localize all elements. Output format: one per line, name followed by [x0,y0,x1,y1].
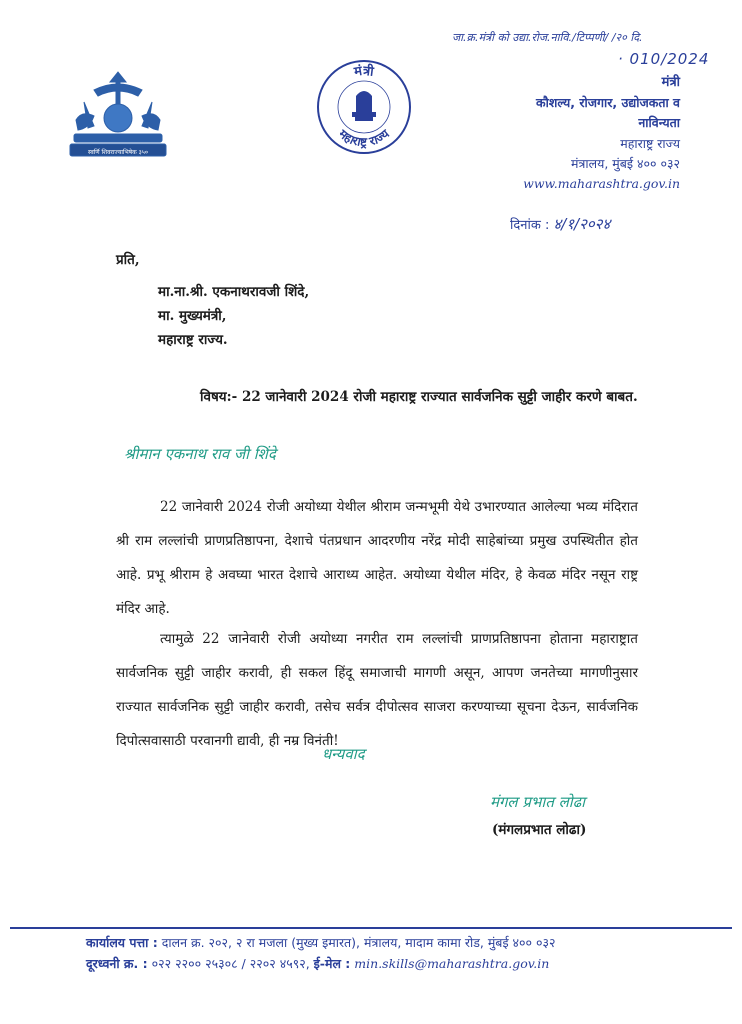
recipient-block [158,280,309,352]
office-title: मंत्री [661,75,680,90]
subject-text: 22 जानेवारी 2024 रोजी महाराष्ट्र राज्यात सार्वजनिक सुट्टी जाहीर करणे बाबत. [241,389,638,405]
svg-text:मंत्री [352,63,375,81]
signatory-name: (मंगलप्रभात लोढा) [492,822,587,838]
shivrajyabhishek-emblem [64,68,172,174]
date-row [510,214,610,234]
ashoka-lion-icon [352,91,376,121]
body-paragraph-1: 22 जानेवारी 2024 रोजी अयोध्या येथील श्रीराम जन्मभूमी येथे उभारण्यात आलेल्या भव्य मंदिरात श्री राम लल्लांची प्राणप्रतिष्ठापना, देशाचे पंतप्रधान आदरणीय नरेंद्र मोदी साहेबांच्या प्रमुख उपस्थितीत होत आहे. प्रभू श्रीराम हे अवघ्या भारत देशाचे आराध्य आहेत. अयोध्या येथील मंदिर, हे केवळ मंदिर नसून राष्ट्र मंदिर आहे. [116,499,638,617]
footer-office-label: कार्यालय पत्ता : [86,935,158,950]
footer-phone-label: दूरध्वनी क्र. : [86,956,148,971]
state-name: महाराष्ट्र राज्य [620,135,680,151]
recipient-designation: मा. मुख्यमंत्री, [158,308,227,324]
footer-divider [10,927,732,929]
footer-email-label: ई-मेल : [313,956,351,971]
recipient-name: मा.ना.श्री. एकनाथरावजी शिंदे, [158,284,310,300]
seal-bottom-text: महाराष्ट्र राज्य [336,126,392,150]
footer-email-link[interactable]: min.skills@maharashtra.gov.in [354,956,550,971]
footer-contact-row [86,953,686,974]
thanks-handwritten: धन्यवाद [322,745,365,763]
subject-line [200,385,660,409]
department-line-1: कौशल्य, रोजगार, उद्योजकता व [535,95,680,111]
office-address: मंत्रालय, मुंबई ४०० ०३२ [571,155,680,171]
reference-number-handwritten: · 010/2024 [618,50,710,68]
date-handwritten: ४/१/२०२४ [553,215,611,233]
salutation: प्रति, [116,252,140,268]
seal-top-text: मंत्री [353,63,375,81]
date-label: दिनांक : [510,218,550,233]
greeting-handwritten: श्रीमान एकनाथ राव जी शिंदे [124,445,276,463]
svg-text:महाराष्ट्र राज्य [335,126,392,149]
emblem-caption: स्वर्णि शिवराज्याभिषेक ३५० [87,149,149,156]
body-paragraph-2: त्यामुळे 22 जानेवारी रोजी अयोध्या नगरीत राम लल्लांची प्राणप्रतिष्ठापना होताना महाराष्ट्रात सार्वजनिक सुट्टी जाहीर करावी, ही सकल हिंदू समाजाची मागणी असून, आपण जनतेच्या मागणीनुसार राज्यात सार्वजनिक सुट्टी जाहीर करावी, तसेच सर्वत्र दीपोत्सव साजरा करण्याच्या सूचना देऊन, सार्वजनिक दिपोत्सवासाठी परवानगी द्यावी, ही नम्र विनंती! [116,631,638,749]
footer-address-row [86,932,686,953]
recipient-state: महाराष्ट्र राज्य. [158,332,228,348]
website-link[interactable]: www.maharashtra.gov.in [523,176,680,192]
footer-office-address: दालन क्र. २०२, २ रा मजला (मुख्य इमारत), मंत्रालय, मादाम कामा रोड, मुंबई ४०० ०३२ [161,935,556,950]
department-line-2: नाविन्यता [638,115,680,131]
footer-phone: ०२२ २२०० २५३०८ / २२०२ ४५९२, [151,956,310,971]
signature-handwritten: मंगल प्रभात लोढा [490,793,586,811]
reference-line: जा.क्र.मंत्री को उद्या.रोज.नावि./टिप्पणी/ /२० दि. [452,31,643,44]
letterhead-block [480,72,680,194]
subject-label: विषय:- [200,389,238,405]
minister-seal [314,58,414,156]
footer [86,932,686,974]
